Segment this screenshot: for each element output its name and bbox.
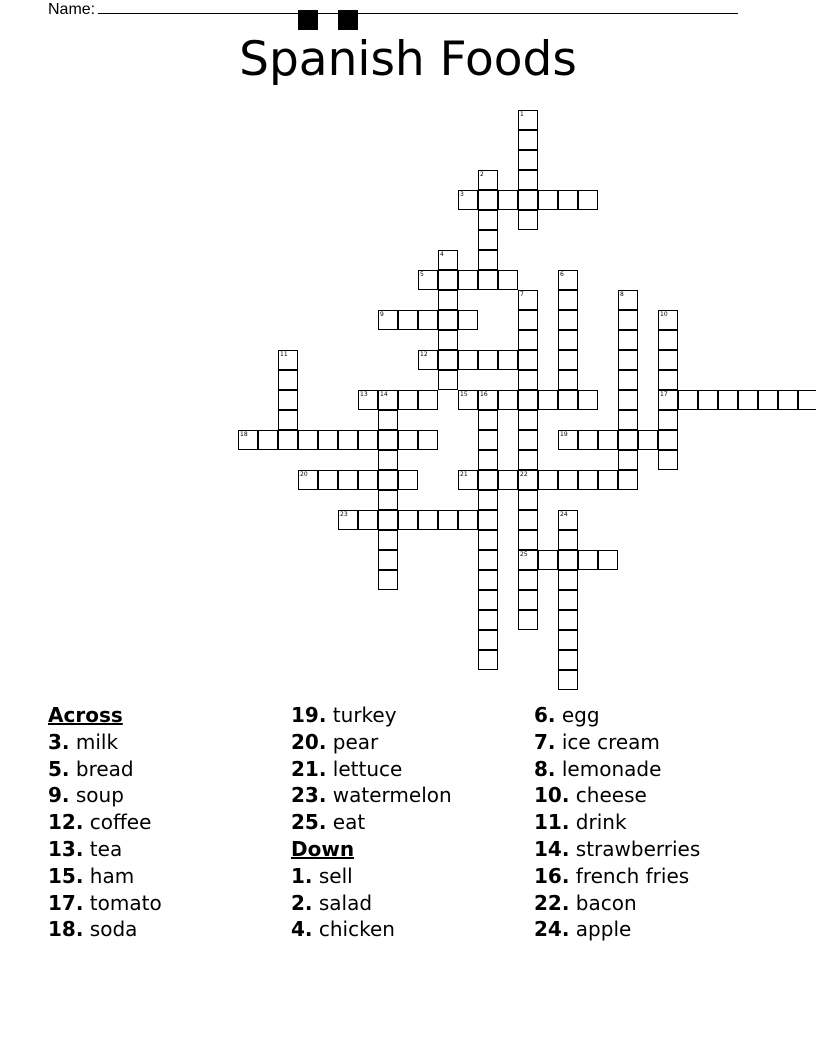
clue-number: 4 [440, 251, 444, 258]
grid-cell[interactable] [718, 390, 738, 410]
clue-item [534, 702, 700, 729]
grid-cell[interactable] [698, 390, 718, 410]
puzzle-title: Spanish Foods [239, 32, 577, 87]
clue-num: 17. [48, 890, 84, 915]
grid-cell[interactable] [418, 430, 438, 450]
grid-cell[interactable] [478, 490, 498, 510]
clue-item [48, 782, 162, 809]
grid-cell[interactable] [558, 290, 578, 310]
grid-cell[interactable] [278, 430, 298, 450]
clue-num: 14. [534, 836, 570, 861]
clue-text: strawberries [569, 836, 701, 861]
clue-item [534, 916, 700, 943]
clue-num: 7. [534, 729, 556, 754]
grid-cell[interactable] [558, 310, 578, 330]
grid-cell[interactable] [598, 430, 618, 450]
grid-cell[interactable] [498, 470, 518, 490]
clue-item [48, 729, 162, 756]
grid-cell[interactable] [518, 350, 538, 370]
clue-number: 6 [560, 271, 564, 278]
clue-num: 20. [291, 729, 327, 754]
grid-cell[interactable] [378, 410, 398, 430]
clue-number: 10 [660, 311, 668, 318]
clue-item [534, 890, 700, 917]
grid-cell[interactable] [418, 510, 438, 530]
grid-cell[interactable] [478, 190, 498, 210]
grid-cell[interactable] [618, 450, 638, 470]
clue-column-2 [291, 702, 452, 943]
grid-cell[interactable] [518, 590, 538, 610]
grid-cell[interactable] [618, 390, 638, 410]
grid-cell[interactable] [498, 350, 518, 370]
grid-cell[interactable] [478, 630, 498, 650]
grid-cell[interactable] [538, 550, 558, 570]
grid-cell[interactable] [278, 370, 298, 390]
grid-cell[interactable] [558, 190, 578, 210]
clue-text: coffee [83, 810, 152, 835]
clue-item [291, 916, 452, 943]
grid-cell[interactable] [518, 390, 538, 410]
grid-cell[interactable] [378, 390, 398, 410]
clue-text: lemonade [555, 756, 662, 781]
clue-num: 2. [291, 890, 313, 915]
clue-item [291, 890, 452, 917]
across-heading: Across [48, 703, 123, 727]
clue-number: 24 [560, 511, 568, 518]
clue-num: 13. [48, 836, 84, 861]
grid-cell[interactable] [298, 470, 318, 490]
grid-cell[interactable] [518, 610, 538, 630]
grid-cell[interactable] [518, 530, 538, 550]
grid-cell[interactable] [478, 610, 498, 630]
grid-cell[interactable] [378, 570, 398, 590]
clue-num: 21. [291, 756, 327, 781]
clue-num: 1. [291, 863, 313, 888]
grid-cell[interactable] [358, 470, 378, 490]
grid-cell[interactable] [338, 430, 358, 450]
grid-cell[interactable] [638, 430, 658, 450]
grid-cell[interactable] [658, 330, 678, 350]
grid-cell[interactable] [338, 510, 358, 530]
grid-cell[interactable] [258, 430, 278, 450]
clue-num: 15. [48, 863, 84, 888]
grid-cell[interactable] [478, 590, 498, 610]
clue-number: 25 [520, 551, 528, 558]
clue-item [534, 809, 700, 836]
grid-cell[interactable] [438, 510, 458, 530]
grid-cell[interactable] [518, 470, 538, 490]
clue-text: drink [569, 810, 627, 835]
grid-cell[interactable] [518, 550, 538, 570]
grid-cell[interactable] [338, 470, 358, 490]
grid-cell[interactable] [438, 290, 458, 310]
grid-cell[interactable] [558, 570, 578, 590]
clue-text: chicken [312, 917, 395, 942]
grid-cell[interactable] [518, 510, 538, 530]
grid-cell[interactable] [558, 350, 578, 370]
grid-cell[interactable] [358, 430, 378, 450]
grid-cell[interactable] [518, 410, 538, 430]
grid-cell[interactable] [618, 430, 638, 450]
clue-item [48, 916, 162, 943]
clue-text: milk [69, 729, 119, 754]
grid-cell[interactable] [558, 330, 578, 350]
clue-text: apple [569, 917, 632, 942]
grid-cell[interactable] [798, 390, 816, 410]
grid-cell[interactable] [518, 170, 538, 190]
clue-num: 4. [291, 917, 313, 942]
grid-cell[interactable] [458, 470, 478, 490]
clue-number: 12 [420, 351, 428, 358]
clue-item [534, 863, 700, 890]
grid-cell[interactable] [578, 390, 598, 410]
grid-cell[interactable] [478, 390, 498, 410]
grid-cell[interactable] [518, 210, 538, 230]
clue-item [48, 756, 162, 783]
grid-cell[interactable] [398, 310, 418, 330]
grid-cell[interactable] [438, 370, 458, 390]
grid-cell[interactable] [738, 390, 758, 410]
clue-item [291, 756, 452, 783]
grid-cell[interactable] [558, 430, 578, 450]
grid-cell[interactable] [418, 310, 438, 330]
clue-number: 21 [460, 471, 468, 478]
grid-cell[interactable] [478, 230, 498, 250]
grid-cell[interactable] [478, 550, 498, 570]
clue-num: 10. [534, 783, 570, 808]
grid-cell[interactable] [418, 350, 438, 370]
clue-number: 16 [480, 391, 488, 398]
grid-cell[interactable] [458, 310, 478, 330]
grid-cell[interactable] [278, 350, 298, 370]
grid-cell[interactable] [518, 130, 538, 150]
grid-cell[interactable] [418, 390, 438, 410]
clue-number: 5 [420, 271, 424, 278]
clue-column-1 [48, 702, 162, 943]
grid-cell[interactable] [658, 450, 678, 470]
clue-num: 8. [534, 756, 556, 781]
grid-cell[interactable] [498, 270, 518, 290]
clue-number: 1 [520, 111, 524, 118]
grid-cell[interactable] [458, 390, 478, 410]
grid-cell[interactable] [438, 270, 458, 290]
grid-cell[interactable] [278, 390, 298, 410]
grid-cell[interactable] [478, 650, 498, 670]
clue-num: 16. [534, 863, 570, 888]
grid-cell[interactable] [378, 550, 398, 570]
clue-text: tea [83, 836, 123, 861]
clue-item [291, 809, 452, 836]
clue-number: 14 [380, 391, 388, 398]
clue-item [48, 890, 162, 917]
grid-cell[interactable] [558, 590, 578, 610]
grid-cell[interactable] [378, 310, 398, 330]
grid-cell[interactable] [518, 150, 538, 170]
grid-cell[interactable] [618, 350, 638, 370]
grid-cell[interactable] [618, 330, 638, 350]
grid-cell[interactable] [518, 370, 538, 390]
clue-num: 25. [291, 810, 327, 835]
grid-cell[interactable] [618, 410, 638, 430]
clue-number: 2 [480, 171, 484, 178]
grid-cell[interactable] [378, 430, 398, 450]
clue-item [48, 863, 162, 890]
grid-cell[interactable] [478, 210, 498, 230]
grid-cell[interactable] [558, 370, 578, 390]
clue-number: 11 [280, 351, 288, 358]
grid-cell[interactable] [598, 470, 618, 490]
grid-cell[interactable] [558, 670, 578, 690]
clue-item [291, 702, 452, 729]
clue-num: 22. [534, 890, 570, 915]
clue-text: soup [69, 783, 124, 808]
grid-cell[interactable] [398, 510, 418, 530]
clue-num: 6. [534, 703, 556, 727]
name-label: Name: [48, 1, 96, 18]
grid-cell[interactable] [378, 450, 398, 470]
grid-cell[interactable] [678, 390, 698, 410]
grid-cell[interactable] [618, 470, 638, 490]
clue-number: 3 [460, 191, 464, 198]
clue-item [534, 756, 700, 783]
clue-num: 24. [534, 917, 570, 942]
clue-number: 15 [460, 391, 468, 398]
clue-item [534, 836, 700, 863]
clue-item [48, 809, 162, 836]
grid-cell[interactable] [558, 610, 578, 630]
grid-cell[interactable] [658, 390, 678, 410]
grid-cell[interactable] [498, 190, 518, 210]
down-heading: Down [291, 836, 355, 861]
clue-number: 9 [380, 311, 384, 318]
grid-cell[interactable] [518, 430, 538, 450]
grid-cell[interactable] [518, 290, 538, 310]
grid-cell[interactable] [518, 490, 538, 510]
grid-cell[interactable] [558, 470, 578, 490]
grid-cell[interactable] [478, 250, 498, 270]
grid-cell[interactable] [498, 390, 518, 410]
grid-cell[interactable] [578, 470, 598, 490]
clue-num: 9. [48, 783, 70, 808]
clue-item [291, 729, 452, 756]
grid-cell[interactable] [398, 430, 418, 450]
grid-cell[interactable] [518, 570, 538, 590]
grid-cell[interactable] [658, 410, 678, 430]
clue-num: 12. [48, 810, 84, 835]
grid-cell[interactable] [438, 330, 458, 350]
grid-cell[interactable] [478, 510, 498, 530]
grid-cell[interactable] [538, 470, 558, 490]
grid-cell[interactable] [618, 310, 638, 330]
grid-cell[interactable] [458, 190, 478, 210]
clue-number: 17 [660, 391, 668, 398]
clue-text: bread [69, 756, 134, 781]
clue-number: 20 [300, 471, 308, 478]
grid-cell[interactable] [418, 270, 438, 290]
grid-cell[interactable] [518, 330, 538, 350]
clue-num: 18. [48, 917, 84, 942]
grid-cell[interactable] [618, 370, 638, 390]
grid-cell[interactable] [478, 530, 498, 550]
grid-cell[interactable] [558, 530, 578, 550]
clue-text: ice cream [555, 729, 660, 754]
grid-cell[interactable] [378, 490, 398, 510]
clue-number: 13 [360, 391, 368, 398]
grid-cell[interactable] [578, 550, 598, 570]
grid-cell[interactable] [558, 510, 578, 530]
clue-num: 3. [48, 729, 70, 754]
grid-cell[interactable] [438, 350, 458, 370]
clue-number: 23 [340, 511, 348, 518]
grid-cell[interactable] [398, 470, 418, 490]
grid-cell[interactable] [318, 470, 338, 490]
grid-cell[interactable] [318, 430, 338, 450]
grid-cell[interactable] [278, 410, 298, 430]
grid-cell[interactable] [478, 430, 498, 450]
clue-text: egg [555, 703, 600, 727]
grid-cell[interactable] [398, 390, 418, 410]
grid-cell[interactable] [478, 170, 498, 190]
grid-cell[interactable] [518, 110, 538, 130]
clue-text: french fries [569, 863, 690, 888]
grid-cell[interactable] [478, 450, 498, 470]
clue-num: 23. [291, 783, 327, 808]
grid-cell[interactable] [378, 470, 398, 490]
grid-cell[interactable] [478, 410, 498, 430]
grid-cell[interactable] [538, 190, 558, 210]
grid-cell[interactable] [618, 290, 638, 310]
clue-text: eat [326, 810, 366, 835]
clue-text: watermelon [326, 783, 452, 808]
grid-cell[interactable] [658, 310, 678, 330]
clue-text: soda [83, 917, 138, 942]
grid-cell[interactable] [518, 190, 538, 210]
grid-cell[interactable] [378, 510, 398, 530]
clue-column-3 [534, 702, 700, 943]
grid-cell[interactable] [478, 350, 498, 370]
grid-cell[interactable] [458, 510, 478, 530]
grid-cell[interactable] [458, 350, 478, 370]
clue-text: turkey [326, 703, 397, 727]
clue-number: 7 [520, 291, 524, 298]
grid-cell[interactable] [238, 430, 258, 450]
clue-text: salad [312, 890, 373, 915]
clue-number: 18 [240, 431, 248, 438]
clue-item [291, 782, 452, 809]
clue-number: 19 [560, 431, 568, 438]
grid-cell[interactable] [298, 430, 318, 450]
grid-cell[interactable] [778, 390, 798, 410]
grid-cell[interactable] [558, 270, 578, 290]
grid-cell[interactable] [558, 550, 578, 570]
grid-cell[interactable] [598, 550, 618, 570]
grid-cell[interactable] [438, 310, 458, 330]
grid-cell[interactable] [658, 370, 678, 390]
black-cell [338, 10, 358, 30]
grid-cell[interactable] [558, 390, 578, 410]
grid-cell[interactable] [478, 470, 498, 490]
clue-text: sell [312, 863, 353, 888]
grid-cell[interactable] [658, 350, 678, 370]
clue-num: 19. [291, 703, 327, 727]
clue-text: tomato [83, 890, 162, 915]
clue-text: pear [326, 729, 379, 754]
grid-cell[interactable] [558, 650, 578, 670]
grid-cell[interactable] [378, 530, 398, 550]
clue-text: ham [83, 863, 135, 888]
grid-cell[interactable] [478, 570, 498, 590]
clue-item [534, 729, 700, 756]
grid-cell[interactable] [578, 190, 598, 210]
grid-cell[interactable] [578, 430, 598, 450]
clue-text: bacon [569, 890, 637, 915]
black-cell [298, 10, 318, 30]
clue-number: 8 [620, 291, 624, 298]
grid-cell[interactable] [438, 250, 458, 270]
clue-item [48, 836, 162, 863]
grid-cell[interactable] [458, 270, 478, 290]
grid-cell[interactable] [478, 270, 498, 290]
clue-item [534, 782, 700, 809]
grid-cell[interactable] [538, 390, 558, 410]
clue-number: 22 [520, 471, 528, 478]
clue-text: lettuce [326, 756, 403, 781]
clue-num: 11. [534, 810, 570, 835]
clue-item [291, 863, 452, 890]
grid-cell[interactable] [658, 430, 678, 450]
grid-cell[interactable] [358, 510, 378, 530]
clue-text: cheese [569, 783, 647, 808]
grid-cell[interactable] [758, 390, 778, 410]
grid-cell[interactable] [518, 310, 538, 330]
grid-cell[interactable] [518, 450, 538, 470]
grid-cell[interactable] [558, 630, 578, 650]
clue-num: 5. [48, 756, 70, 781]
grid-cell[interactable] [358, 390, 378, 410]
